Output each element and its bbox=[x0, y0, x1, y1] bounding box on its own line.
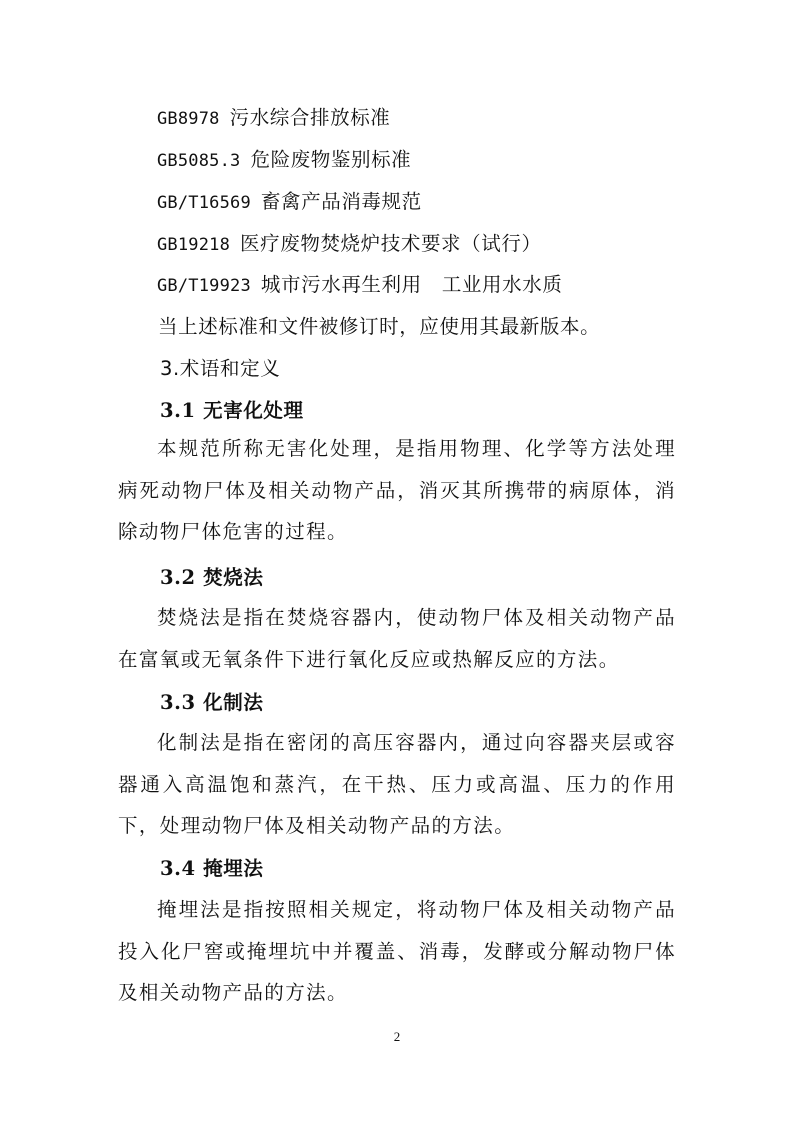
revision-note: 当上述标准和文件被修订时，应使用其最新版本。 bbox=[158, 315, 601, 338]
term-definition: 焚烧法是指在焚烧容器内，使动物尸体及相关动物产品在富氧或无氧条件下进行氧化反应或热解反应的方法。 bbox=[118, 606, 676, 671]
standard-code: GB/T19923 bbox=[157, 276, 251, 296]
standard-code: GB5085.3 bbox=[157, 151, 241, 171]
standard-code: GB8978 bbox=[157, 109, 220, 129]
standard-item bbox=[157, 273, 562, 298]
standard-item bbox=[157, 106, 390, 131]
term-heading: 3.3 化制法 bbox=[160, 691, 264, 714]
term-heading: 3.4 掩埋法 bbox=[160, 857, 264, 880]
page-number: 2 bbox=[393, 1029, 401, 1044]
standard-title: 危险废物鉴别标准 bbox=[250, 148, 412, 171]
section-heading: 3.术语和定义 bbox=[160, 357, 281, 380]
term-definition: 本规范所称无害化处理，是指用物理、化学等方法处理病死动物尸体及相关动物产品，消灭其所携带的病原体，消除动物尸体危害的过程。 bbox=[118, 437, 676, 543]
standard-title: 污水综合排放标准 bbox=[229, 106, 391, 129]
standard-code: GB19218 bbox=[157, 235, 231, 255]
standard-item bbox=[157, 190, 422, 215]
standard-title: 城市污水再生利用 工业用水水质 bbox=[260, 273, 563, 296]
standard-title: 畜禽产品消毒规范 bbox=[260, 190, 422, 213]
standard-item bbox=[157, 148, 411, 173]
standard-code: GB/T16569 bbox=[157, 193, 251, 213]
term-definition: 化制法是指在密闭的高压容器内，通过向容器夹层或容器通入高温饱和蒸汽，在干热、压力或高温、压力的作用下，处理动物尸体及相关动物产品的方法。 bbox=[118, 731, 676, 837]
term-heading: 3.1 无害化处理 bbox=[160, 399, 304, 422]
term-heading: 3.2 焚烧法 bbox=[160, 566, 264, 589]
term-definition: 掩埋法是指按照相关规定，将动物尸体及相关动物产品投入化尸窖或掩埋坑中并覆盖、消毒，发酵或分解动物尸体及相关动物产品的方法。 bbox=[118, 898, 676, 1004]
standard-item bbox=[157, 232, 542, 257]
standard-title: 医疗废物焚烧炉技术要求（试行） bbox=[240, 232, 542, 255]
